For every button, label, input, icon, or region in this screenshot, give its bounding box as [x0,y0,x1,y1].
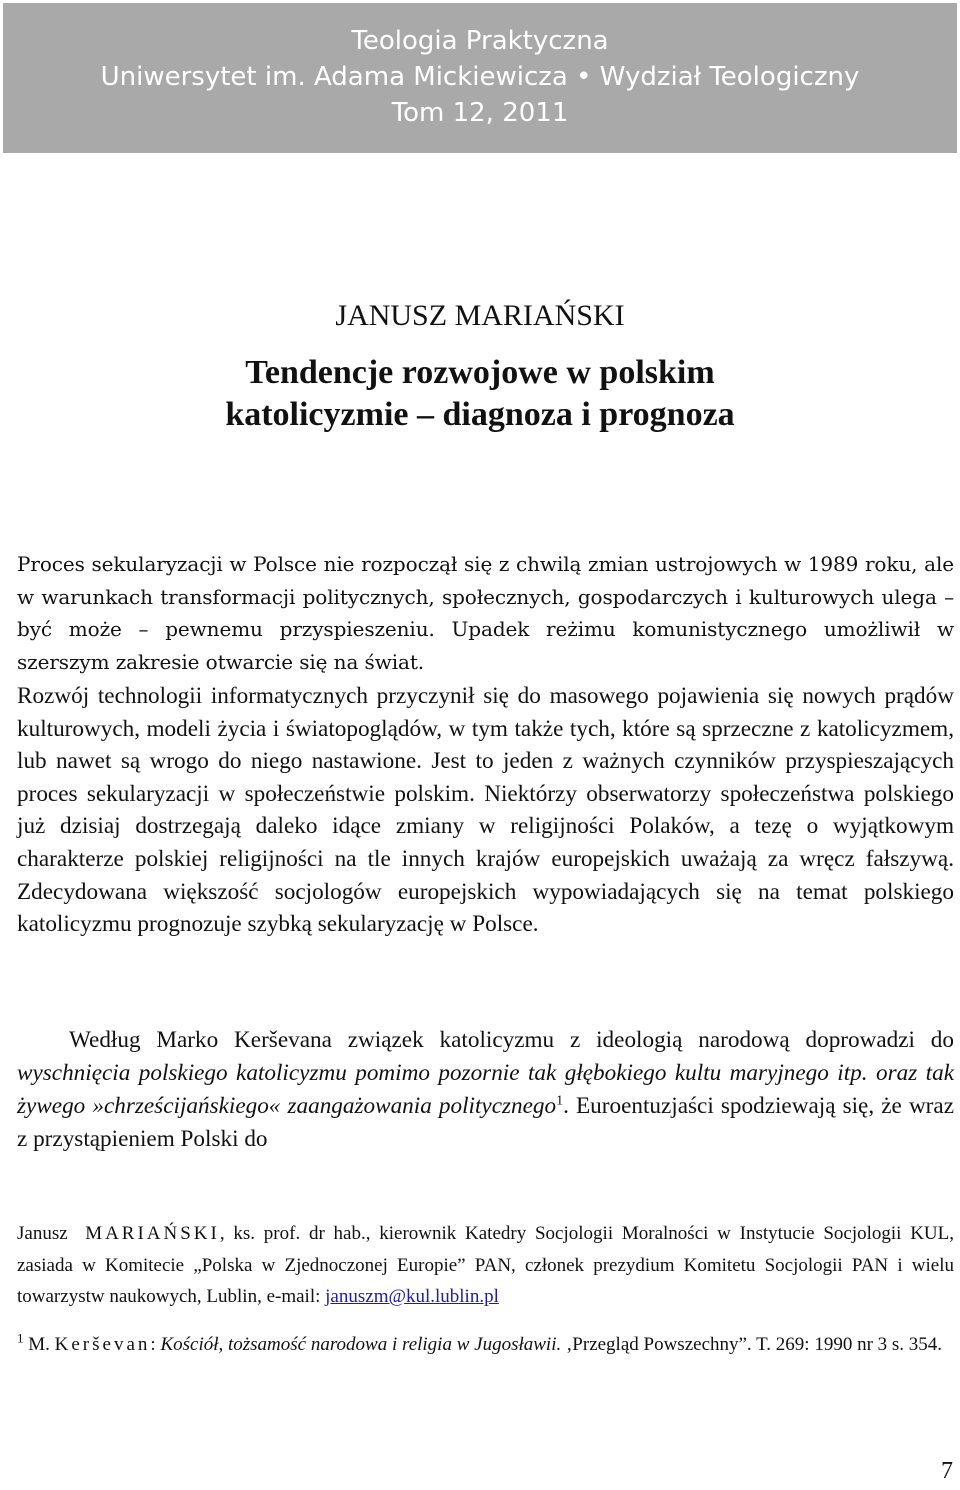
paragraph-3-start: Według Marko Kerševana związek katolicyzmu z ideologią narodową doprowadzi do [69,1027,954,1053]
footnote-1-title: Kościół, tożsamość narodowa i religia w Jugosławii. [160,1334,562,1355]
volume-info: Tom 12, 2011 [391,98,569,128]
page-number: 7 [941,1458,953,1484]
author-first-name: Janusz [17,1223,68,1244]
author-footnote [17,1218,954,1313]
footnote-1-mark: 1 [17,1330,24,1346]
author-email-link[interactable]: januszm@kul.lublin.pl [325,1286,499,1307]
paragraph-3-end: . Euroentuzjaści spodziewają się, że wraz z przystąpieniem Polski do [17,1093,954,1152]
journal-title: Teologia Praktyczna [351,26,609,56]
paragraph-2: Rozwój technologii informatycznych przyczynił się do masowego pojawienia się nowych prądów kulturowych, modeli życia i światopoglądów, w tym także tych, które są sprzeczne z katolicyzmem, lub nawet są wrogo do niego nastawione. Jest to jeden z ważnych czynników przyspieszających proces sekularyzacji w społeczeństwie polskim. Niektórzy obserwatorzy społeczeństwa polskiego już dzisiaj dostrzegają daleko idące zmiany w religijności Polaków, a tezę o wyjątkowym charakterze polskiej religijności na tle innych krajów europejskich uważają za wręcz fałszywą. Zdecydowana większość socjologów europejskich wypowiadających się na temat polskiego katolicyzmu prognozuje szybką sekularyzację w Polsce. [17,683,954,938]
footnote-1 [17,1330,954,1360]
footnote-1-colon: : [150,1334,161,1355]
paragraph-1: Proces sekularyzacji w Polsce nie rozpoczął się z chwilą zmian ustrojowych w 1989 roku, ale w warunkach transformacji politycznych, społecznych, gospodarczych i kulturowych ulega – być może – pewnemu przyspieszeniu. Upadek reżimu komunistycznego umożliwił w szerszym zakresie otwarcie się na świat. [17,552,954,674]
paragraph-3 [17,1024,954,1156]
footnote-ref-1[interactable]: 1 [556,1093,564,1109]
author-surname: MARIAŃSKI [85,1223,220,1244]
footnote-1-source: ‚Przegląd Powszechny”. T. 269: 1990 nr 3 s. 354. [561,1334,943,1355]
journal-header-band [3,3,957,153]
footnote-1-surname: Kerševan [54,1334,151,1355]
footnote-1-initial: M. [28,1334,55,1355]
title-line-1: Tendencje rozwojowe w polskim [245,354,715,391]
article-author: JANUSZ MARIAŃSKI [335,299,625,332]
author-bio: , ks. prof. dr hab., kierownik Katedry Socjologii Moralności w Instytucie Socjologii KUL, zasiada w Komitecie „Polska w Zjednoczonej Europie” PAN, członek prezydium Komitetu Socjologii PAN i wielu towarzystw naukowych, Lublin, e-mail: [17,1223,954,1307]
title-line-2: katolicyzmie – diagnoza i prognoza [225,396,735,433]
article-title [0,352,960,436]
paragraph-3-quote: wyschnięcia polskiego katolicyzmu pomimo pozornie tak głębokiego kultu maryjnego itp. oraz tak żywego »chrześcijańskiego« zaangażowania politycznego [17,1060,954,1119]
institution-name: Uniwersytet im. Adama Mickiewicza • Wydział Teologiczny [100,62,860,92]
